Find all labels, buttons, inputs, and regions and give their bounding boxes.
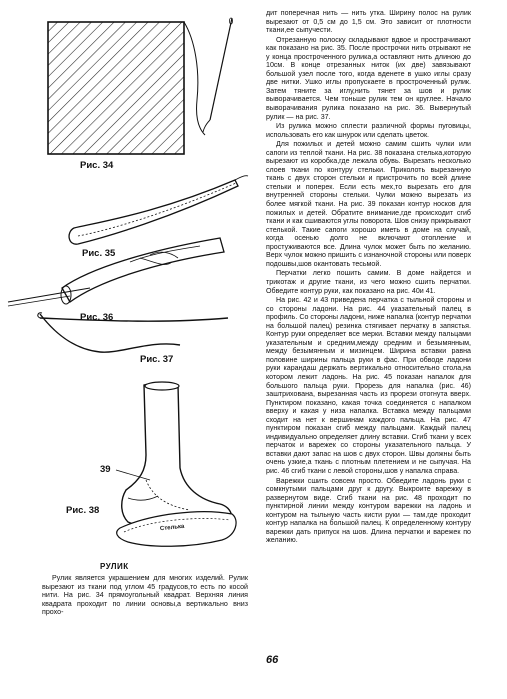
paragraph: Варежки сшить совсем просто. Обведите ладонь руки с сомкнутыми пальцами друг к другу. Выкроите варежку в развернутом виде. Сгиб ткани на рис. 48 проходит по пунктирной линии между контуром варежки на ладонь и контуром на тыльную часть кисти руки — там,где проходит контур напалка на большой палец. К определенному контуру варежки дать припуск на шов. Длина перчатки и варежек по желанию. <box>266 476 471 545</box>
fig38-sock-and-insole <box>116 382 236 546</box>
paragraph: Перчатки легко пошить самим. В доме найдется и трикотаж и другие ткани, из чего можно сшить перчатки. Обведите контур руки, как показано на рис. 40и 41. <box>266 269 471 295</box>
section-heading: РУЛИК <box>100 562 129 571</box>
left-column-text <box>42 574 248 617</box>
fig36-turning-tube <box>8 238 224 306</box>
fig34-hatched-square <box>48 18 233 154</box>
illustrations <box>0 0 250 580</box>
fig35-folded-strip <box>69 176 248 245</box>
fig37-caption: Рис. 37 <box>140 354 174 365</box>
paragraph: Рулик является украшением для многих изделий. Рулик вырезают из ткани под углом 45 градусов,то есть по косой нити. На рис. 34 прямоугольный квадрат. Верхняя линия квадрата проходит по линии основы,а вертикально вниз прохо- <box>42 574 248 617</box>
fig36-caption: Рис. 36 <box>80 312 114 323</box>
fig39-caption: 39 <box>100 464 111 475</box>
fig34-caption: Рис. 34 <box>80 160 114 171</box>
paragraph: Для пожилых и детей можно самим сшить чулки или сапоги из теплой ткани. На рис. 38 показана стелька,которую вырезают из коробка,где лежала обувь. Вырезать несколько слоев ткани по контуру стельки. Приколоть вырезанную ткань с двух сторон стельки и пристрочить по всей длине стельки и поперек. Если есть мех,то вырезать его для внутренней стороны стельки. Чулки можно вырезать из более мягкой ткани. На рис. 39 показан контур носков для пожилых и детей. Обратите внимание,где происходит сгиб ткани и как сшиваются углы поворота. Шов снизу прикрывают стелькой. Такие сапоги хорошо иметь в доме на случай, когда осенью долго не включают отопление и простуживаются все. Длина чулок может быть по желанию. Верх чулок можно пришить с изнаночной стороны или поверх подошвы,шов окантовать тесьмой. <box>266 140 471 268</box>
paragraph: дит поперечная нить — нить утка. Ширину полос на рулик вырезают от 0,5 см до 1,5 см. Это зависит от плотности ткани,ее сыпучести. <box>266 9 471 35</box>
sewing-illustrations <box>0 0 250 580</box>
fig38-caption: Рис. 38 <box>66 505 100 516</box>
right-column-text <box>266 9 471 545</box>
fig35-caption: Рис. 35 <box>82 248 116 259</box>
paragraph: Из рулика можно сплести различной формы пуговицы, использовать его как шнурок или сделать цветок. <box>266 122 471 139</box>
insole-caption: Стелька <box>159 523 185 533</box>
page-number: 66 <box>266 654 279 666</box>
paragraph: На рис. 42 и 43 приведена перчатка с тыльной стороны и со стороны ладони. На рис. 44 указательный палец в профиль. Со стороны ладони, ниже напалка (контур перчатки на большой палец) резинка стягивает перчатку в запястья. Контур руки определяет все мерки. Вставки между пальцами указательным и средним,между средним и безымянным, между безымянным и мизинцем. Ширина вставки равна половине ширины пальца руки в фас. При обводе ладони руки карандаш держать вертикально относительно стола,на котором лежит ладонь. На рис. 45 показан напалок для большого пальца руки. Прорезь для напалка (рис. 46) заштрихована, вырезанная часть из прорези отогнута вверх. Пунктиром показано, какая точка соединяется с напалком вверху и какая у низа напалка. Вставка между пальцами сходит на нет к вершинам каждого пальца. На рис. 47 пунктиром показан сгиб между пальцами. Каждый палец индивидуально определяет длину вставки. Сгиб ткани у всех перчаток и варежек со стороны указательного пальца. У вставки дают запас на шов с двух сторон. Швы должны быть очень узкие,а ткань с плотным плетением и не сыпучая. На рис. 46 сгиб ткани с левой стороны,шов у напалка справа. <box>266 296 471 475</box>
fig37-finished-cord <box>38 313 228 352</box>
paragraph: Отрезанную полоску складывают вдвое и прострачивают как показано на рис. 35. После прострочки нить отрывают не у конца простроченного рулика,а оставляют нить длиною до 10см. В конце отрезанных ниток (их две) завязывают большой узел после того, когда вденете в ушко иглы сразу две нитки. Ушко иглы пропускаете в простроченный рулик. Затем тяните за иглу,нить тянет за шов и рулик выворачивается. Чем тоньше рулик тем он круглее. Начало выворачивания рулика показано на рис. 36. Вывернутый рулик — на рис. 37. <box>266 35 471 121</box>
